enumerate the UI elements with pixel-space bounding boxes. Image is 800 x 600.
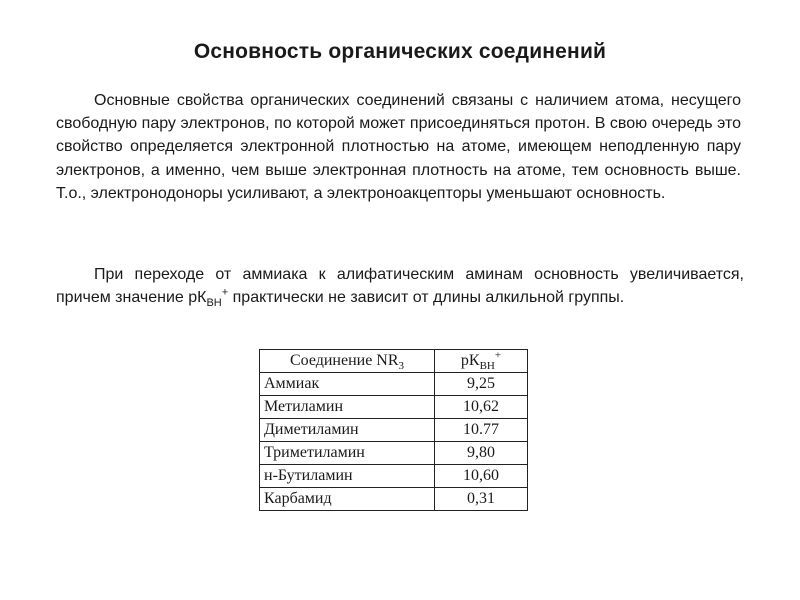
compound-name: Метиламин xyxy=(260,396,435,419)
header-pk xyxy=(435,350,528,373)
paragraph-amines-text-end: практически не зависит от длины алкильной группы. xyxy=(228,289,625,307)
table-row xyxy=(260,442,528,465)
compound-name: Карбамид xyxy=(260,488,435,511)
pk-value: 0,31 xyxy=(435,488,528,511)
pk-superscript: + xyxy=(221,286,229,299)
pk-value: 10,60 xyxy=(435,465,528,488)
paragraph-amines xyxy=(56,263,744,309)
pk-value: 10.77 xyxy=(435,419,528,442)
header-compound-label: Соединение NR xyxy=(289,352,399,369)
header-compound xyxy=(260,350,435,373)
table-row xyxy=(260,373,528,396)
table-header-row xyxy=(260,350,528,373)
basicity-table xyxy=(259,349,528,511)
header-compound-subscript: 3 xyxy=(398,360,405,373)
paragraph-basic-properties: Основные свойства органических соединений связаны с наличием атома, несущего свободную пару электронов, по которой может присоединяться протон. В свою очередь это свойство определяется электронной плотностью на атоме, имеющем неподленную пару электронов, а именно, чем выше электронная плотность на атоме, тем основность выше. Т.о., электронодоноры усиливают, а электроноакцепторы уменьшают основность. xyxy=(56,92,741,202)
table-row xyxy=(260,419,528,442)
compound-name: н-Бутиламин xyxy=(260,465,435,488)
pk-subscript: ВН xyxy=(206,297,222,310)
pk-value: 9,80 xyxy=(435,442,528,465)
compound-name: Триметиламин xyxy=(260,442,435,465)
slide-title: Основность органических соединений xyxy=(193,40,607,63)
header-pk-label: рК xyxy=(460,352,480,369)
header-pk-subscript: ВН xyxy=(479,360,495,373)
table-row xyxy=(260,396,528,419)
compound-name: Аммиак xyxy=(260,373,435,396)
table-row xyxy=(260,465,528,488)
paragraph-amines-text-start: При переходе от аммиака к алифатическим аминам основность увеличивается, причем значение рК xyxy=(56,266,744,307)
pk-value: 9,25 xyxy=(435,373,528,396)
table-row xyxy=(260,488,528,511)
pk-value: 10,62 xyxy=(435,396,528,419)
compound-name: Диметиламин xyxy=(260,419,435,442)
header-pk-superscript: + xyxy=(494,349,502,362)
